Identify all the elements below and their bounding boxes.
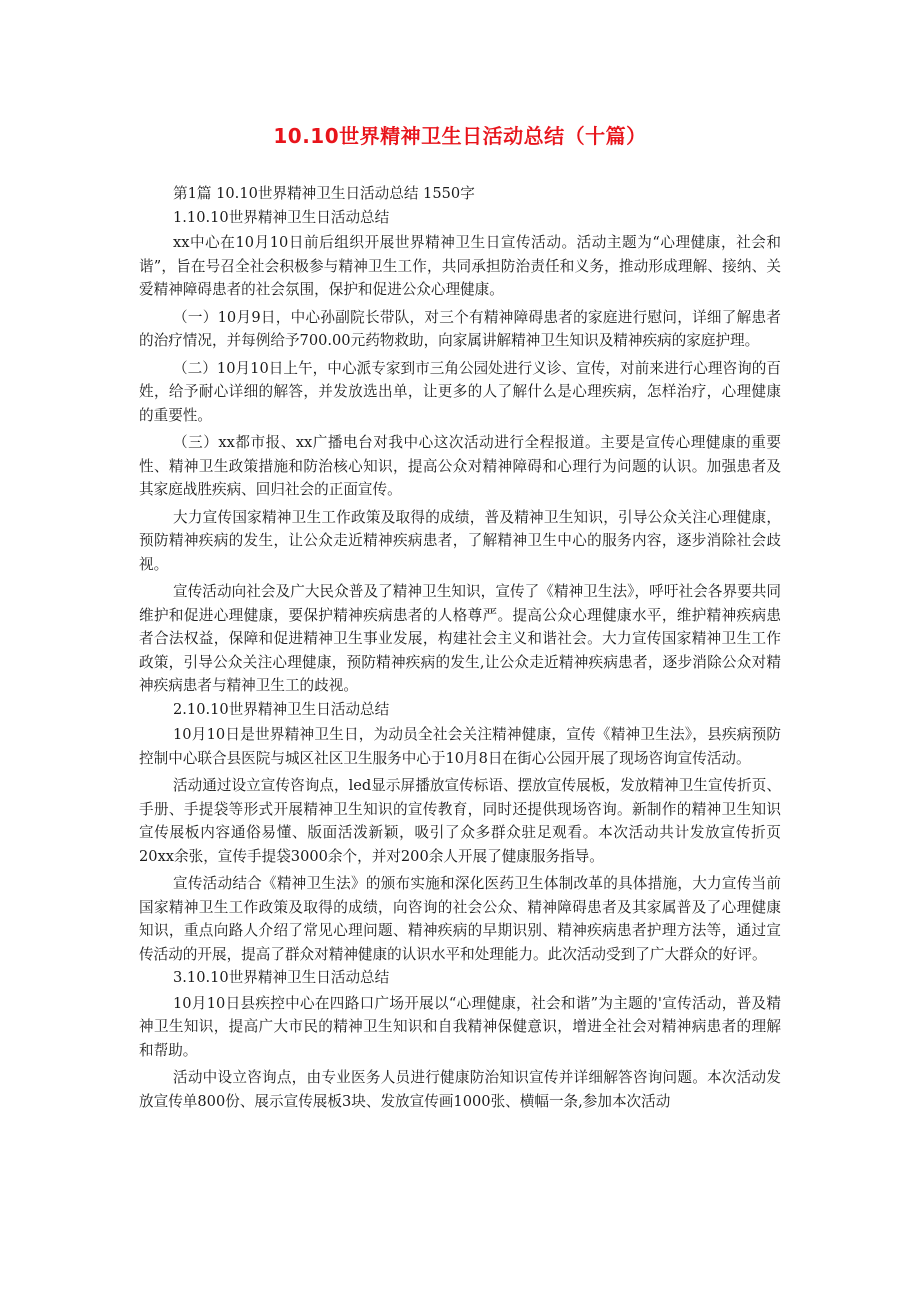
paragraph: 大力宣传国家精神卫生工作政策及取得的成绩，普及精神卫生知识，引导公众关注心理健康，预防精神疾病的发生，让公众走近精神疾病患者，了解精神卫生中心的服务内容，逐步消除社会歧视。 (139, 508, 781, 573)
paragraph: 宣传活动结合《精神卫生法》的颁布实施和深化医药卫生体制改革的具体措施，大力宣传当前国家精神卫生工作政策及取得的成绩，向咨询的社会公众、精神障碍患者及其家属普及了心理健康知识，重点向路人介绍了常见心理问题、精神疾病的早期识别、精神疾病患者护理方法等，通过宣传活动的开展，提高了群众对精神健康的认识水平和处理能力。此次活动受到了广大群众的好评。 (139, 875, 781, 963)
document-title: 10.10世界精神卫生日活动总结（十篇） (273, 124, 647, 148)
paragraph: 宣传活动向社会及广大民众普及了精神卫生知识，宣传了《精神卫生法》，呼吁社会各界要共同维护和促进心理健康，要保护精神疾病患者的人格尊严。提高公众心理健康水平，维护精神疾病患者合法权益，保障和促进精神卫生事业发展，构建社会主义和谐社会。大力宣传国家精神卫生工作政策，引导公众关注心理健康，预防精神疾病的发生,让公众走近精神疾病患者，逐步消除公众对精神疾病患者与精神卫生工的歧视。 (139, 583, 781, 694)
chapter-header: 第1篇 10.10世界精神卫生日活动总结 1550字 (173, 185, 475, 202)
paragraph: 10月10日是世界精神卫生日，为动员全社会关注精神健康，宣传《精神卫生法》，县疾病预防控制中心联合县医院与城区社区卫生服务中心于10月8日在街心公园开展了现场咨询宣传活动。 (139, 726, 781, 767)
section-heading: 3.10.10世界精神卫生日活动总结 (173, 969, 390, 986)
section-heading: 1.10.10世界精神卫生日活动总结 (173, 208, 390, 226)
paragraph: （二）10月10日上午，中心派专家到市三角公园处进行义诊、宣传，对前来进行心理咨询的百姓，给予耐心详细的解答，并发放选出单，让更多的人了解什么是心理疾病，怎样治疗，心理健康的重要性。 (139, 359, 781, 424)
section-heading: 2.10.10世界精神卫生日活动总结 (173, 700, 390, 718)
paragraph: （一）10月9日，中心孙副院长带队，对三个有精神障碍患者的家庭进行慰问，详细了解患者的治疗情况，并每例给予700.00元药物救助，向家属讲解精神卫生知识及精神疾病的家庭护理。 (139, 308, 781, 349)
paragraph: （三）xx都市报、xx广播电台对我中心这次活动进行全程报道。主要是宣传心理健康的重要性、精神卫生政策措施和防治核心知识，提高公众对精神障碍和心理行为问题的认识。加强患者及其家庭战胜疾病、回归社会的正面宣传。 (139, 434, 781, 498)
paragraph: xx中心在10月10日前后组织开展世界精神卫生日宣传活动。活动主题为“心理健康，社会和谐”，旨在号召全社会积极参与精神卫生工作，共同承担防治责任和义务，推动形成理解、接纳、关爱精神障碍患者的社会氛围，保护和促进公众心理健康。 (139, 234, 781, 298)
paragraph: 活动通过设立宣传咨询点，led显示屏播放宣传标语、摆放宣传展板，发放精神卫生宣传折页、手册、手提袋等形式开展精神卫生知识的宣传教育，同时还提供现场咨询。新制作的精神卫生知识宣传展板内容通俗易懂、版面活泼新颖，吸引了众多群众驻足观看。本次活动共计发放宣传折页20xx余张，宣传手提袋3000余个，并对200余人开展了健康服务指导。 (139, 777, 781, 865)
document-body (139, 182, 781, 1113)
paragraph: 活动中设立咨询点，由专业医务人员进行健康防治知识宣传并详细解答咨询问题。本次活动发放宣传单800份、展示宣传展板3块、发放宣传画1000张、横幅一条,参加本次活动 (139, 1069, 781, 1110)
paragraph: 10月10日县疾控中心在四路口广场开展以“心理健康，社会和谐”为主题的'宣传活动，普及精神卫生知识，提高广大市民的精神卫生知识和自我精神保健意识，增进全社会对精神病患者的理解和帮助。 (139, 994, 781, 1059)
